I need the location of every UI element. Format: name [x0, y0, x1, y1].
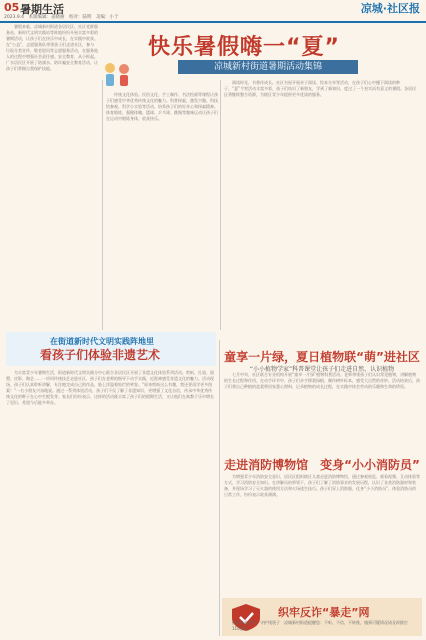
feature-title: 快乐暑假嗨一“夏”	[148, 35, 340, 60]
column-divider	[219, 340, 220, 636]
article-left-text	[6, 370, 216, 636]
feature-text-mid	[106, 92, 218, 328]
article-right2-paragraph: 为增强青少年消防安全意识，居民区组织辖区儿童走进消防博物馆，通过参观展览、观看视频、互动体验等方式，学习消防安全知识。在讲解员的带领下，孩子们了解了消防事业的发展历程，认识了各类消防器材和装备，并现场学习了灭火器的使用方法和火场逃生技巧。孩子们穿上消防服，化身“小小消防员”，体验消防员的日常工作，纷纷表示收获满满。	[224, 474, 420, 497]
feature-left-paragraph: 暑假来临，凉城新村街道各居民区、社区党群服务站、新时代文明实践站等阵地纷纷开展丰富多彩的暑期活动，让孩子们在快乐中成长，在实践中收获。在“公益”，志愿服务队带领孩子们走进社区，参与垃圾分类宣传、敬老慰问等志愿服务活动，在服务他人的过程中增强社会责任感。安全教育，从小抓起。广水居民区开展了防溺水、防诈骗安全教育活动，让孩子们掌握自我保护技能。	[6, 24, 98, 71]
ad-text: 提高防范意识 守护钱袋子 凉城新村街道提醒您：不听、不信、不转账，遇到可疑情况请及时拨打110报警。	[232, 620, 408, 631]
article-right1-text	[224, 372, 420, 452]
article-left-title: 看孩子们体验非遗艺术	[40, 348, 161, 362]
feature-subtitle: 凉城新村街道暑期活动集锦	[178, 60, 358, 74]
ad-title: 织牢反诈“暴走”网	[278, 606, 370, 619]
article-right2-title: 走进消防博物馆 变身“小小消防员”	[224, 458, 420, 472]
column-divider	[102, 80, 103, 330]
kids-illustration-icon	[100, 60, 136, 90]
header-divider	[0, 21, 426, 23]
feature-text-left	[6, 24, 98, 324]
feature-text-right	[224, 80, 420, 330]
article-left-kicker: 在街道新时代文明实践阵地里	[50, 337, 154, 346]
feature-right-paragraph: 阅读时光，书香伴成长。社区书屋开展亲子阅读、绘本分享等活动，在孩子们心中播下阅读的种子。“夏”令营活动丰富多彩，孩子们结识了新朋友，学到了新知识，度过了一个充实而有意义的暑假。各居民区将继续整合资源，为辖区青少年提供更多优质的服务。	[224, 80, 417, 97]
brand-logo: 凉城·社区报	[360, 2, 420, 15]
article-right1-title: 童享一片绿，夏日植物联“萌”进社区	[224, 350, 420, 364]
issue-line: 2023.9.4 本版编辑：姜晓丽 校对：陆明 美编：小于	[4, 15, 119, 20]
article-right1-subtitle: “小小植物学家”科普课堂让孩子们走进自然、认识植物	[249, 366, 395, 373]
feature-mid-paragraph: 传统文化体验。民俗文化、手工制作、书法绘画等课程让孩子们感受中华优秀传统文化的魅力。科普探索，激发兴趣。科技馆参观、科学小实验等活动，培养孩子们的好奇心和探索精神。体育锻炼，强健体魄。篮球、乒乓球、跳绳等趣味运动让孩子们在运动中锻炼身体，收获快乐。	[106, 92, 218, 121]
column-divider	[220, 80, 221, 330]
column-name: 暑期生活	[20, 3, 64, 16]
article-right2-text	[224, 474, 420, 594]
page-number: 05	[4, 1, 20, 14]
article-right1-paragraph: 七月中旬，社区联合专业机构开展“童享一片绿”植物科普活动。老师带领孩子们认识常见植物，讲解植物的生长过程和作用。在动手环节中，孩子们亲手移栽绿植、制作树叶标本，感受大自然的奇妙。活动结束后，孩子们将自己种植的盆栽带回家悉心照料，记录植物的成长过程，在实践中体会劳动的乐趣和生命的珍贵。	[224, 372, 420, 389]
article-left-paragraph: 为丰富青少年暑期生活，街道新时代文明实践分中心联合各居民区开展了非遗文化体验系列活动。剪纸、扎染、面塑、皮影、陶艺……一项项传统技艺走进社区，孩子们在老师的指导下动手实践，近距离感受非遗文化的魅力。活动现场，孩子们认真聆听讲解，专注地完成自己的作品，脸上洋溢着灿烂的笑容。“原来剪纸这么有趣，我还要再学更多图案！”一名小朋友兴奋地说。通过一系列体验活动，孩子们不仅了解了非遗知识，更增强了文化自信，传承中华优秀传统文化的种子在心中生根发芽。家长们纷纷表示，这样的活动既丰富了孩子们的假期生活，又让他们在寓教于乐中增长了见识，希望今后能多举办。	[6, 370, 214, 405]
